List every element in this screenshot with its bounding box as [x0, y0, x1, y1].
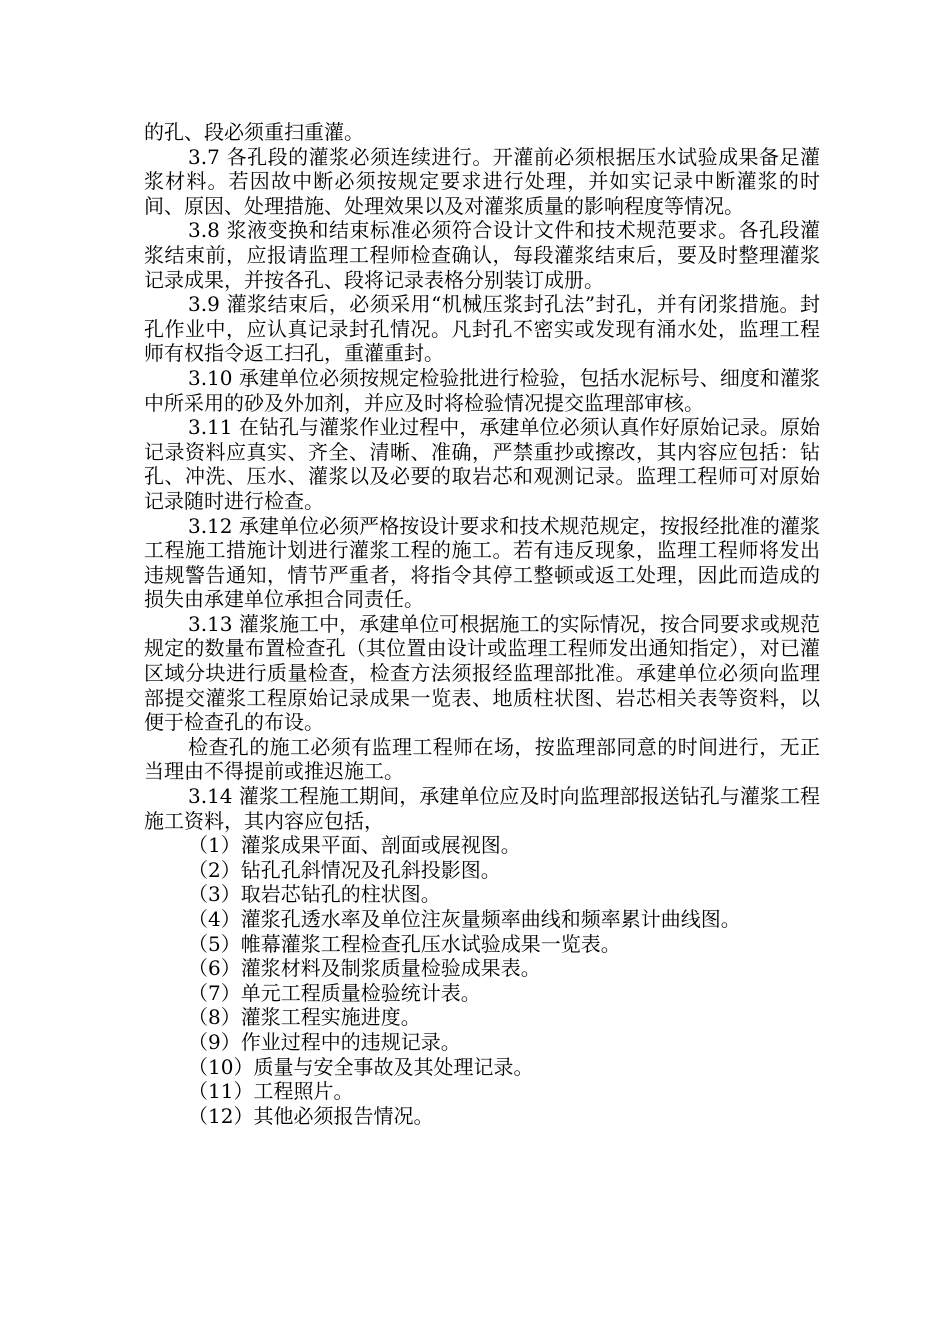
list-item: （3）取岩芯钻孔的柱状图。 — [188, 882, 441, 907]
document-page — [144, 120, 820, 1128]
list-item: （11）工程照片。 — [188, 1079, 354, 1104]
paragraph-3-12: 3.12 承建单位必须严格按设计要求和技术规范规定，按报经批准的灌浆工程施工措施计划进行灌浆工程的施工。若有违反现象，监理工程师将发出违规警告通知，情节严重者，将指令其停工整顿或返工处理，因此而造成的损失由承建单位承担合同责任。 — [144, 513, 820, 612]
list-item: （8）灌浆工程实施进度。 — [188, 1005, 421, 1030]
paragraph-3-10: 3.10 承建单位必须按规定检验批进行检验，包括水泥标号、细度和灌浆中所采用的砂及外加剂，并应及时将检验情况提交监理部审核。 — [144, 365, 820, 415]
list-item: （2）钻孔孔斜情况及孔斜投影图。 — [188, 857, 501, 882]
paragraph-3-8: 3.8 浆液变换和结束标准必须符合设计文件和技术规范要求。各孔段灌浆结束前，应报请监理工程师检查确认，每段灌浆结束后，要及时整理灌浆记录成果，并按各孔、段将记录表格分别装订成册。 — [144, 218, 820, 292]
paragraph-3-11: 3.11 在钻孔与灌浆作业过程中，承建单位必须认真作好原始记录。原始记录资料应真实、齐全、清晰、准确，严禁重抄或擦改，其内容应包括：钻孔、冲洗、压水、灌浆以及必要的取岩芯和观测记录。监理工程师可对原始记录随时进行检查。 — [144, 415, 820, 513]
paragraph-3-14: 3.14 灌浆工程施工期间，承建单位应及时向监理部报送钻孔与灌浆工程施工资料，其内容应包括， — [144, 784, 820, 833]
paragraph-3-13: 3.13 灌浆施工中，承建单位可根据施工的实际情况，按合同要求或规范规定的数量布置检查孔（其位置由设计或监理工程师发出通知指定），对已灌区域分块进行质量检查，检查方法须报经监理部批准。承建单位必须向监理部提交灌浆工程原始记录成果一览表、地质柱状图、岩芯相关表等资料，以便于检查孔的布设。 — [144, 611, 820, 735]
list-item: （6）灌浆材料及制浆质量检验成果表。 — [188, 956, 541, 981]
list-item: （4）灌浆孔透水率及单位注灰量频率曲线和频率累计曲线图。 — [188, 907, 741, 931]
list-item: （7）单元工程质量检验统计表。 — [188, 980, 481, 1005]
list-item: （12）其他必须报告情况。 — [188, 1103, 434, 1128]
list-item: （5）帷幕灌浆工程检查孔压水试验成果一览表。 — [188, 931, 621, 956]
paragraph-3-9: 3.9 灌浆结束后，必须采用“机械压浆封孔法”封孔，并有闭浆措施。封孔作业中，应认真记录封孔情况。凡封孔不密实或发现有涌水处，监理工程师有权指令返工扫孔，重灌重封。 — [144, 292, 820, 366]
list-item: （10）质量与安全事故及其处理记录。 — [188, 1054, 534, 1079]
list-item: （9）作业过程中的违规记录。 — [188, 1029, 461, 1054]
report-items-list — [144, 833, 820, 1128]
list-item: （1）灌浆成果平面、剖面或展视图。 — [188, 833, 521, 858]
paragraph-3-7: 3.7 各孔段的灌浆必须连续进行。开灌前必须根据压水试验成果备足灌浆材料。若因故中断必须按规定要求进行处理，并如实记录中断灌浆的时间、原因、处理措施、处理效果以及对灌浆质量的影响程度等情况。 — [144, 144, 820, 218]
paragraph-inspection-hole: 检查孔的施工必须有监理工程师在场，按监理部同意的时间进行，无正当理由不得提前或推迟施工。 — [144, 734, 820, 784]
paragraph-continuation: 的孔、段必须重扫重灌。 — [144, 120, 364, 144]
